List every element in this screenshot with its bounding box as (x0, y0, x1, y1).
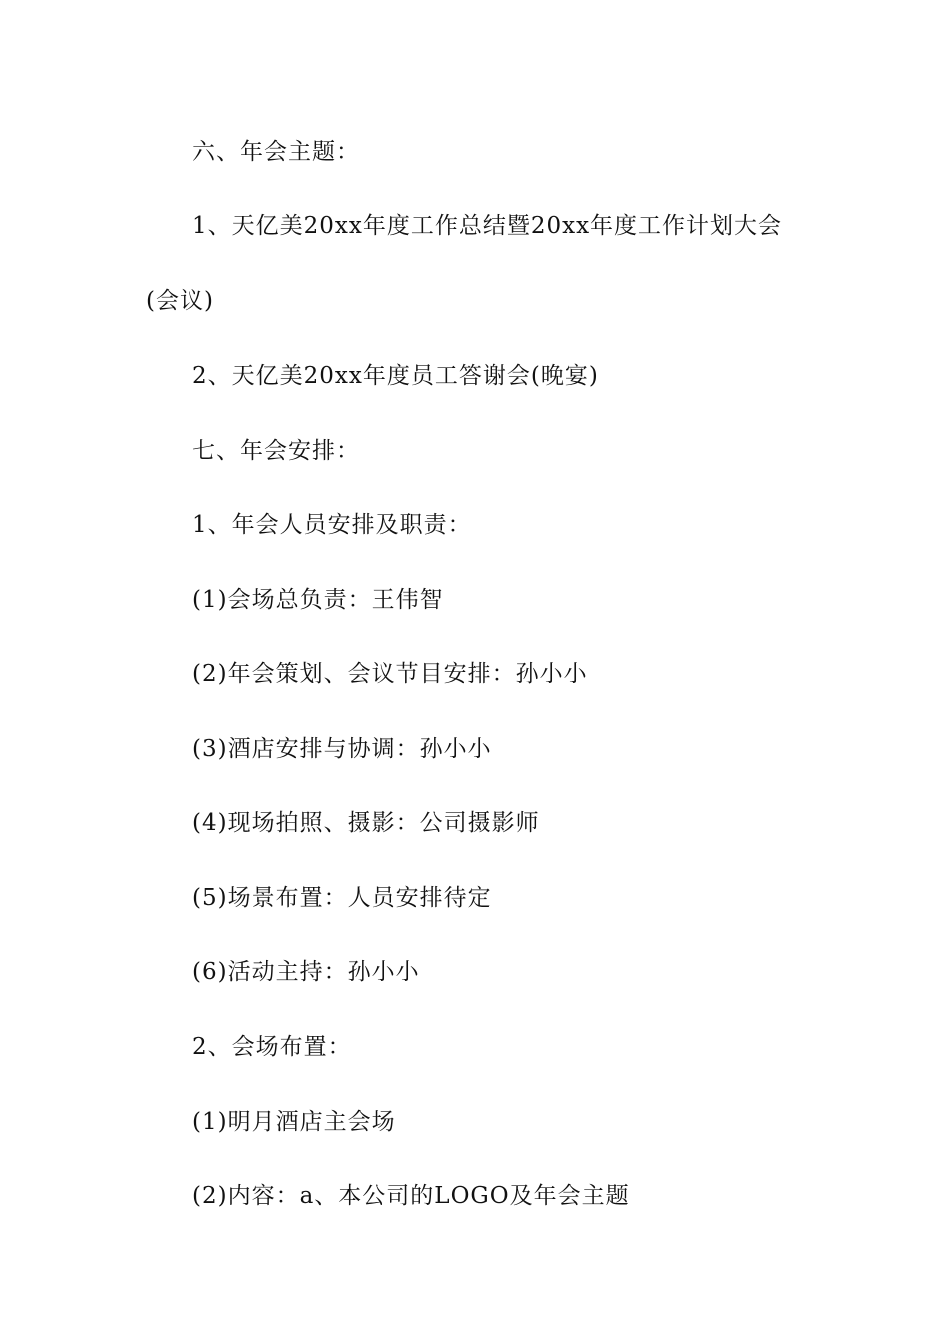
paragraph-line: (5)场景布置：人员安排待定 (192, 885, 492, 911)
paragraph-line: (2)年会策划、会议节目安排：孙小小 (192, 661, 588, 687)
paragraph-line: (2)内容：a、本公司的LOGO及年会主题 (192, 1183, 630, 1209)
paragraph-line: (6)活动主持：孙小小 (192, 959, 420, 985)
paragraph-line: (1)明月酒店主会场 (192, 1109, 396, 1135)
paragraph-line: (3)酒店安排与协调：孙小小 (192, 736, 492, 762)
section-heading-arrangement: 七、年会安排： (192, 438, 360, 464)
section-heading-theme: 六、年会主题： (192, 139, 360, 165)
paragraph-line: 1、天亿美20xx年度工作总结暨20xx年度工作计划大会 (192, 213, 783, 239)
paragraph-line: 2、会场布置： (192, 1034, 352, 1060)
paragraph-line: 2、天亿美20xx年度员工答谢会(晚宴) (192, 363, 599, 389)
paragraph-line: 1、年会人员安排及职责： (192, 512, 472, 538)
paragraph-line: (会议) (146, 288, 214, 314)
paragraph-line: (1)会场总负责：王伟智 (192, 587, 444, 613)
paragraph-line: (4)现场拍照、摄影：公司摄影师 (192, 810, 540, 836)
